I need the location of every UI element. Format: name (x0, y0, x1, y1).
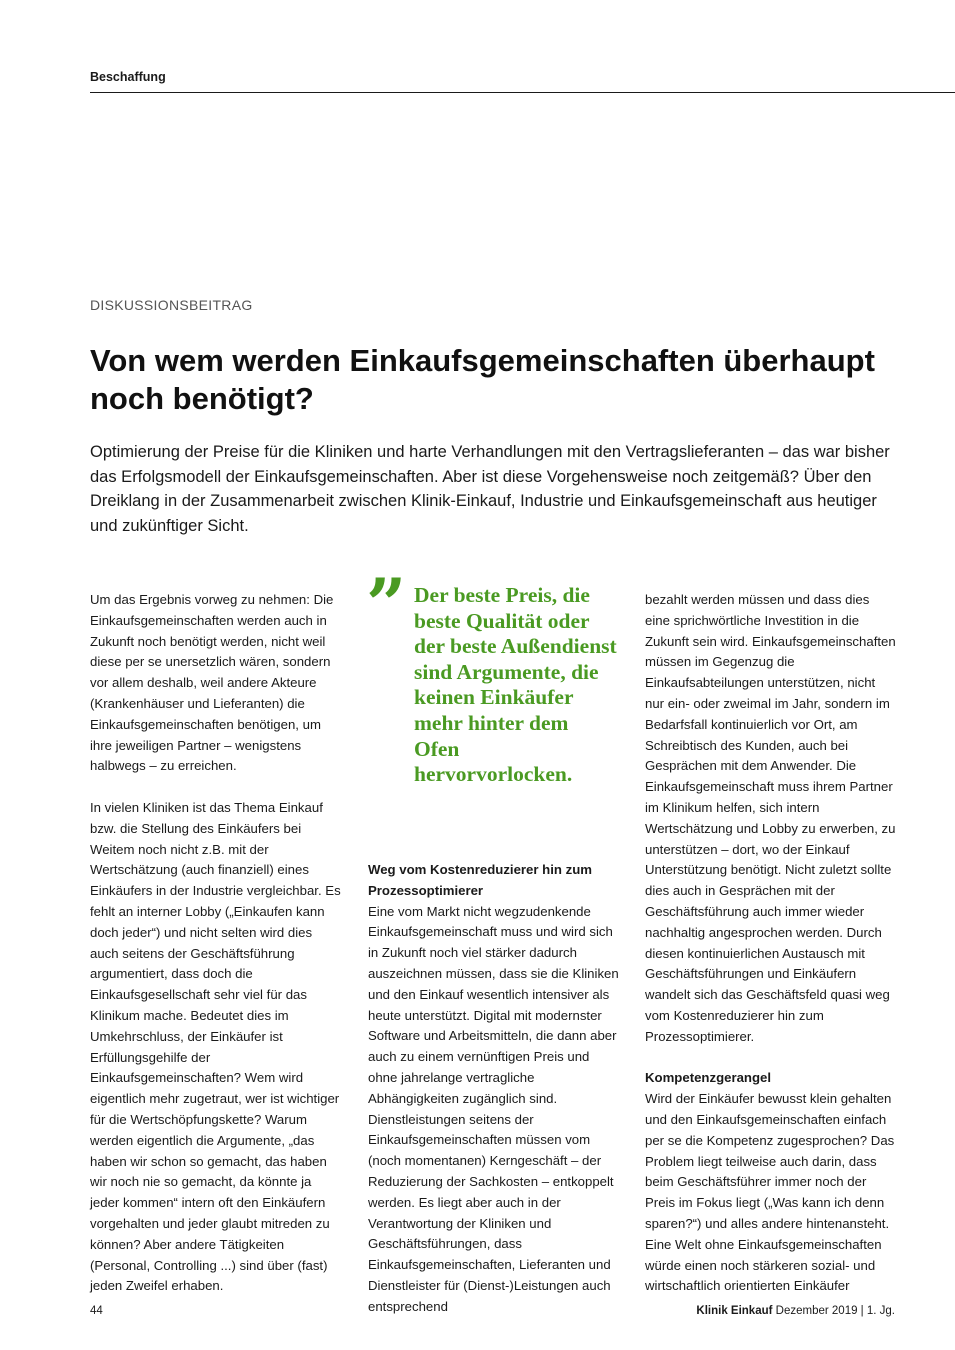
subheading: Kompetenzgerangel (645, 1070, 772, 1086)
pull-quote: Der beste Preis, die beste Qualität oder der beste Außendienst sind Argumente, die keinen Einkäufer mehr hinter dem Ofen hervorvorlocken. (414, 583, 617, 787)
column-3 (645, 590, 897, 1297)
subheading: Weg vom Kostenreduzierer hin zum Prozessoptimierer (368, 862, 592, 898)
page-number: 44 (90, 1305, 103, 1317)
column-2 (368, 860, 620, 1318)
column-1 (90, 590, 342, 1297)
footer-publication (696, 1305, 895, 1317)
paragraph: Um das Ergebnis vorweg zu nehmen: Die Einkaufsgemeinschaften werden auch in Zukunft noch benötigt werden, nicht weil diese per se unersetzlich wären, sondern vor allem deshalb, weil andere Akteure (Krankenhäuser und Lieferanten) die Einkaufsgemeinschaften benötigen, um ihre jeweiligen Partner – wenigstens halbwegs – zu erreichen. (90, 592, 334, 774)
section-label: Beschaffung (90, 70, 166, 84)
paragraph: In vielen Kliniken ist das Thema Einkauf bzw. die Stellung des Einkäufers bei Weitem noch nicht z.B. mit der Wertschätzung (auch finanziell) eines Einkäufers in der Industrie vergleichbar. Es fehlt an interner Lobby („Einkaufen kann doch jeder“) und nicht selten wird dies auch seitens der Geschäftsführung argumentiert, dass doch die Einkaufsgesellschaft sehr viel für das Klinikum mache. Bedeutet dies im Umkehrschluss, der Einkäufer ist Erfüllungsgehilfe der Einkaufsgemeinschaften? Wem wird eigentlich mehr zugetraut, wer ist wichtiger für die Wertschöpfungskette? Warum werden eigentlich die Argumente, „das haben wir schon so gemacht, das haben wir noch nie so gemacht, da könnte ja jeder kommen“ intern oft den Einkäufern vorgehalten und jeder glaubt mitreden zu können? Aber andere Tätigkeiten (Personal, Controlling ...) sind über (fast) jeden Zweifel erhaben. (90, 799, 341, 1294)
paragraph: Eine vom Markt nicht wegzudenkende Einkaufsgemeinschaft muss und wird sich in Zukunft noch viel stärker dadurch auszeichnen müssen, dass sie die Kliniken und den Einkauf wesentlich intensiver als heute unterstützt. Digital mit modernster Software und Arbeitsmitteln, die dann aber auch zu einem vernünftigen Preis und ohne jahrelange vertragliche Abhängigkeiten zugänglich sind. Dienstleistungen seitens der Einkaufsgemeinschaften müssen vom (noch momentanen) Kerngeschäft – der Reduzierung der Sachkosten – entkoppelt werden. Es liegt aber auch in der Verantwortung der Kliniken und Geschäftsführungen, dass Einkaufsgemeinschaften, Lieferanten und Dienstleister für (Dienst-)Leistungen auch entsprechend (368, 903, 619, 1314)
paragraph: bezahlt werden müssen und dass dies eine sprichwörtliche Investition in die Zukunft sein wird. Einkaufsgemeinschaften müssen im Gegenzug die Einkaufsabteilungen unterstützen, nicht nur ein- oder zweimal im Jahr, sondern im Bedarfsfall kontinuierlich vor Ort, am Schreibtisch des Kunden, auch bei Gesprächen mit dem Anwender. Die Einkaufsgemeinschaft muss ihrem Partner im Klinikum helfen, sich intern Wertschätzung und Lobby zu erwerben, zu unterstützen – dort, wo der Einkauf Unterstützung benötigt. Nicht zuletzt sollte dies auch in Gesprächen mit der Geschäftsführung auch immer wieder nachhaltig angesprochen werden. Durch diesen kontinuierlichen Austausch mit Geschäftsführungen und Einkäufern wandelt sich das Geschäftsfeld quasi weg vom Kostenreduzierer hin zum Prozessoptimierer. (645, 592, 896, 1044)
header-rule (90, 92, 955, 93)
paragraph: Wird der Einkäufer bewusst klein gehalten und den Einkaufsgemeinschaften einfach per se die Kompetenz zugesprochen? Das Problem liegt teilweise auch darin, dass beim Geschäftsführer immer noch der Preis im Fokus liegt („Was kann ich denn sparen?“) und alles andere hintenansteht. Eine Welt ohne Einkaufsgemeinschaften würde einen noch stärkeren sozial- und wirtschaftlich orientierten Einkäufer (645, 1091, 895, 1294)
article-title: Von wem werden Einkaufsgemeinschaften überhaupt noch benötigt? (90, 343, 875, 416)
publication-issue: Dezember 2019 | 1. Jg. (775, 1305, 895, 1317)
quote-mark-icon: ” (366, 563, 407, 646)
article-lead: Optimierung der Preise für die Kliniken und harte Verhandlungen mit den Vertragslieferanten – das war bisher das Erfolgsmodell der Einkaufsgemeinschaften. Aber ist diese Vorgehensweise noch zeitgemäß? Über den Dreiklang in der Zusammenarbeit zwischen Klinik-Einkauf, Industrie und Einkaufsgemeinschaft aus heutiger und zukünftiger Sicht. (90, 443, 890, 535)
publication-name: Klinik Einkauf (696, 1305, 773, 1317)
article-kicker: DISKUSSIONSBEITRAG (90, 297, 253, 313)
